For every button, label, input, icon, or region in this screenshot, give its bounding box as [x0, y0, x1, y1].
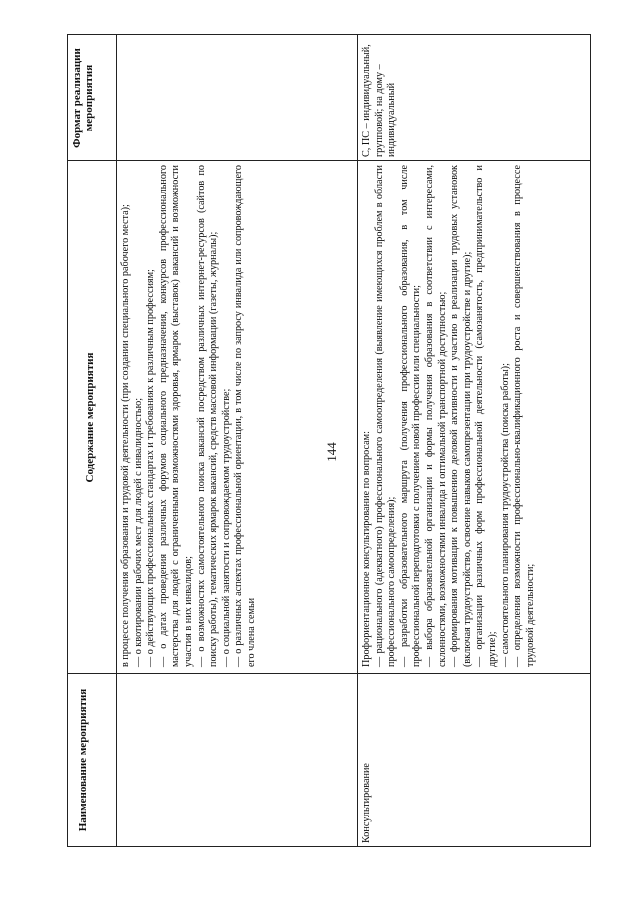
row2-content-line: — разработки образовательного маршрута (получения профессионального образования, в том числе профессиональной переподготовки с получением новой профессии или специальности; — [398, 165, 423, 667]
row2-content-line: — рационального (адекватного) профессионального самоопределения (выявление имеющихся проблем в области профессионального самоопределения); — [373, 165, 398, 667]
row1-content — [120, 165, 259, 667]
row2-content-line: — формирования мотивации к повышению деловой активности и участию в реализации трудовых установок (включая трудоустройство, освоение навыков самопрезентации при трудоустройстве и другие); — [449, 165, 473, 667]
header-content: Содержание мероприятия — [84, 352, 96, 483]
row1-content-line: — о датах проведения различных форумов социального предназначения, конкурсов профессионального мастерства для людей с ограниченными возможностями здоровья, ярмарок (выставок) вакансий и возможности участия в них инвалидов; — [157, 165, 194, 667]
column-divider-1 — [67, 673, 591, 674]
row2-content-line: — организации различных форм профессиональной деятельности (самозанятость, предпринимательство и другие); — [474, 165, 498, 667]
row1-content-line: в процессе получения образования и трудовой деятельности (при создании специального рабочего места); — [120, 204, 131, 667]
page-number: 144 — [324, 442, 339, 462]
row2-content-line: — выбора образовательной организации и формы получения образования в соответствии с интересами, склонностями, возможностями инвалида и оптимальной транспортной доступностью; — [423, 165, 448, 667]
events-table — [67, 34, 591, 847]
row1-content-line: — о различных аспектах профессиональной ориентации, в том числе по запросу инвалида или сопровождающего его члена семьи — [233, 165, 257, 667]
header-name: Наименование мероприятия — [77, 688, 89, 832]
row2-content-line: — самостоятельного планирования трудоустройства (поиска работы); — [499, 363, 511, 667]
table-viewport — [67, 34, 591, 847]
row1-content-line: — о действующих профессиональных стандартах и требованиях к различным профессиям; — [145, 269, 157, 667]
row2-format: С, ПС – индивидуальный, групповой; на дому – индивидуальный — [361, 44, 398, 157]
row1-content-line: — о квотировании рабочих мест для людей с инвалидностью; — [132, 397, 144, 667]
row2-content — [361, 165, 537, 667]
header-format: Формат реализации мероприятия — [71, 48, 95, 148]
row1-content-line: — о возможностях самостоятельного поиска вакансий посредством различных интернет-ресурсов (сайтов по поиску работы), тематических ярмарок вакансий, средств массовой информации (газеты, журналы); — [195, 165, 220, 667]
column-divider-2 — [67, 160, 591, 161]
row2-name: Консультирование — [361, 763, 372, 843]
row2-content-line: — определения возможности профессионально-квалификационного роста и совершенствования в процессе трудовой деятельности; — [512, 165, 536, 667]
row1-content-line: — о социальной занятости и сопровождаемом трудоустройстве; — [220, 388, 232, 667]
row-divider — [357, 34, 358, 847]
row2-content-line: Профориентационное консультирование по вопросам: — [361, 431, 372, 667]
